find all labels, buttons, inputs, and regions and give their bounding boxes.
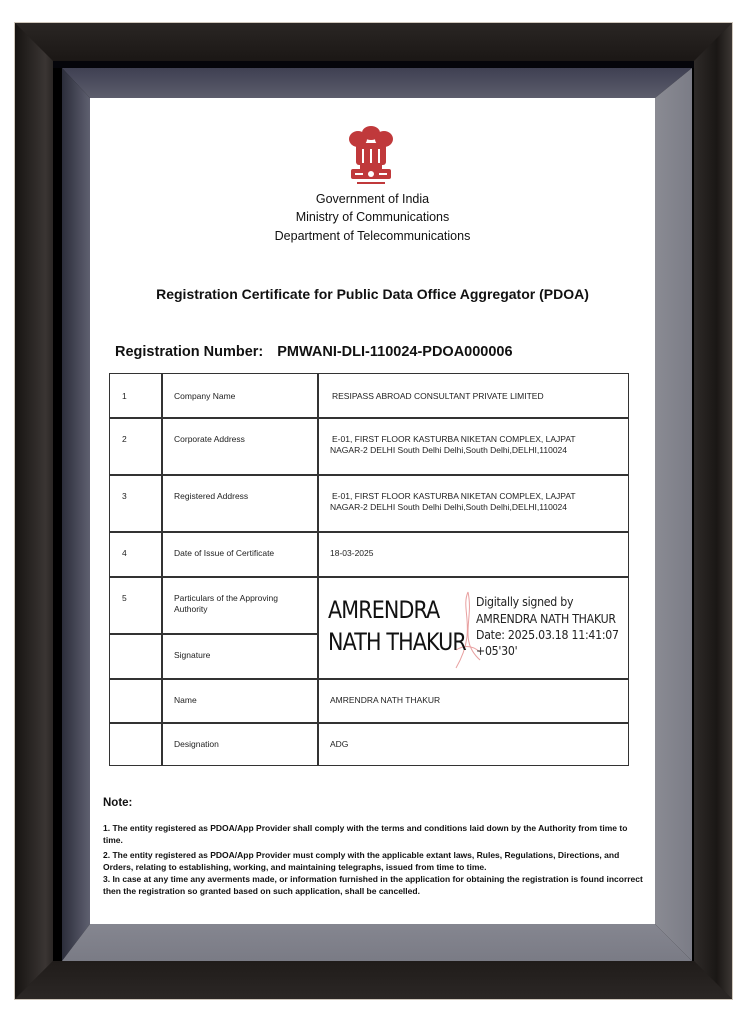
note-item: 1. The entity registered as PDOA/App Provider shall comply with the terms and conditions laid down by the Authority from time to time. (103, 823, 628, 845)
national-emblem-icon (346, 123, 396, 188)
mat-right (655, 68, 692, 961)
mat-top (62, 68, 692, 98)
registration-value: PMWANI-DLI-110024-PDOA000006 (277, 344, 513, 360)
corporate-address-line2: NAGAR-2 DELHI South Delhi Delhi,South Delhi,DELHI,110024 (330, 445, 568, 455)
note-item: 3. In case at any time any averments made, or information furnished in the application for obtaining the registration is found incorrect then the registration so granted based on such application, shall be cancelled. (103, 874, 643, 896)
row-number: 5 (122, 593, 127, 603)
row-divider (110, 474, 628, 476)
row-divider (110, 633, 317, 635)
mat-bottom (62, 924, 692, 961)
row-label: Corporate Address (174, 434, 245, 444)
row-label: Name (174, 695, 197, 705)
row-number: 2 (122, 434, 127, 444)
designation-value: ADG (330, 739, 349, 749)
row-label: Signature (174, 650, 211, 660)
note-item: 2. The entity registered as PDOA/App Provider must comply with the applicable extant laws, Rules, Regulations, Directions, and Orders, relating to establishing, working, and maintaining telegraphs, issued from time to time. (103, 850, 620, 872)
row-divider (110, 678, 628, 680)
registration-number (115, 344, 513, 360)
issue-date-value: 18-03-2025 (330, 548, 374, 558)
row-label: Registered Address (174, 491, 249, 501)
signature-detail: Digitally signed by (476, 594, 574, 609)
row-label-line2: Authority (174, 604, 208, 614)
registered-address-line2: NAGAR-2 DELHI South Delhi Delhi,South Delhi,DELHI,110024 (330, 502, 568, 512)
signature-timezone: +05'30' (476, 643, 518, 658)
mat-shadow (53, 61, 694, 68)
frame-bottom-rail (15, 961, 732, 999)
mat-left (62, 68, 90, 961)
column-divider (317, 374, 319, 765)
row-label: Date of Issue of Certificate (174, 548, 275, 558)
authority-name-value: AMRENDRA NATH THAKUR (330, 695, 441, 705)
header-government: Government of India (315, 192, 430, 206)
corporate-address-line1: E-01, FIRST FLOOR KASTURBA NIKETAN COMPLEX, LAJPAT (332, 434, 576, 444)
frame-left-rail (15, 23, 53, 999)
row-divider (110, 722, 628, 724)
header-ministry: Ministry of Communications (295, 210, 450, 224)
signature-detail: AMRENDRA NATH THAKUR (476, 611, 616, 626)
certificate-title: Registration Certificate for Public Data Office Aggregator (PDOA) (156, 286, 589, 302)
signature-name-line2: NATH THAKUR (328, 628, 466, 656)
row-label: Company Name (174, 391, 236, 401)
registration-label: Registration Number: (115, 344, 264, 360)
row-divider (110, 531, 628, 533)
details-table (109, 373, 629, 766)
signature-date: Date: 2025.03.18 11:41:07 (476, 627, 619, 642)
registered-address-line1: E-01, FIRST FLOOR KASTURBA NIKETAN COMPLEX, LAJPAT (332, 491, 576, 501)
note-title: Note: (103, 797, 133, 809)
row-number: 3 (122, 491, 127, 501)
column-divider (161, 374, 163, 765)
row-label: Designation (174, 739, 219, 749)
frame-top-rail (15, 23, 732, 61)
header-department: Department of Telecommunications (274, 229, 471, 243)
frame-right-rail (694, 23, 732, 999)
row-divider (110, 576, 628, 578)
signature-name-line1: AMRENDRA (328, 596, 440, 624)
row-number: 1 (122, 391, 127, 401)
row-label-line1: Particulars of the Approving (174, 593, 278, 603)
company-name-value: RESIPASS ABROAD CONSULTANT PRIVATE LIMITED (332, 391, 544, 401)
row-number: 4 (122, 548, 127, 558)
row-divider (110, 417, 628, 419)
